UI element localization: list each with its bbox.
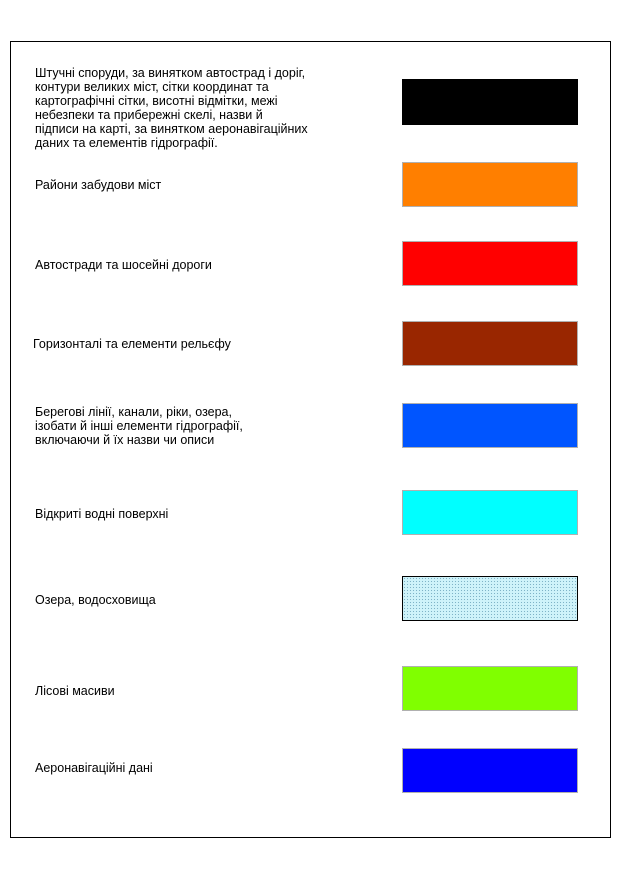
color-swatch-brown bbox=[402, 321, 578, 366]
color-swatch-red bbox=[402, 241, 578, 286]
legend-label: Аеронавігаційні дані bbox=[35, 761, 153, 775]
color-swatch-orange bbox=[402, 162, 578, 207]
color-swatch-light-cyan-pattern bbox=[402, 576, 578, 621]
color-swatch-cyan bbox=[402, 490, 578, 535]
color-swatch-green bbox=[402, 666, 578, 711]
legend-label: Горизонталі та елементи рельєфу bbox=[33, 337, 231, 351]
legend-label: Відкриті водні поверхні bbox=[35, 507, 169, 521]
legend-label: Автостради та шосейні дороги bbox=[35, 258, 212, 272]
legend-label: Лісові масиви bbox=[35, 684, 115, 698]
color-swatch-dark-blue bbox=[402, 748, 578, 793]
legend-frame bbox=[10, 41, 611, 838]
color-swatch-blue bbox=[402, 403, 578, 448]
color-swatch-black bbox=[402, 79, 578, 125]
legend-label: Райони забудови міст bbox=[35, 178, 162, 192]
legend-label: Берегові лінії, канали, ріки, озера, ізобати й інші елементи гідрографії, включаючи й їх назви чи описи bbox=[35, 405, 243, 447]
legend-label: Штучні споруди, за винятком автострад і доріг, контури великих міст, сітки координат та картографічні сітки, висотні відмітки, межі небезпеки та прибережні скелі, назви й підписи на карті, за винятком аеронавігаційних даних та елементів гідрографії. bbox=[35, 66, 308, 150]
legend-label: Озера, водосховища bbox=[35, 593, 156, 607]
